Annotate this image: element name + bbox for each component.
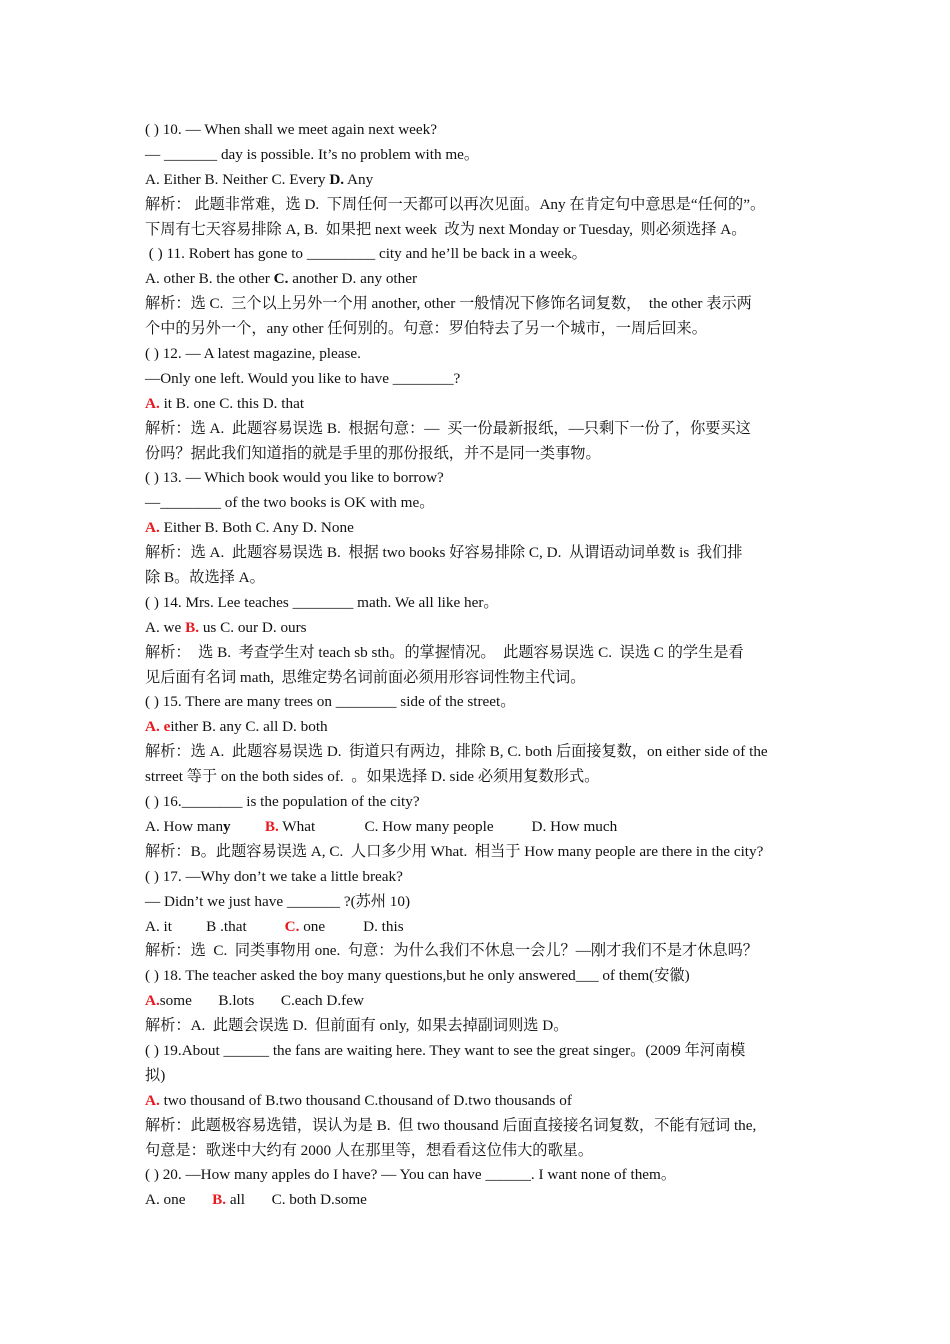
answer-marker: A.: [145, 718, 160, 736]
text-run: A. other B. the other: [145, 270, 274, 288]
text-run: 拟): [145, 1066, 166, 1084]
bold-marker: D.: [329, 170, 345, 188]
text-run: all C. both D.some: [226, 1191, 367, 1209]
text-line: [145, 840, 813, 865]
text-line: [145, 466, 813, 491]
text-run: A. we: [145, 618, 186, 636]
text-line: [145, 417, 813, 442]
answer-marker: A.: [145, 1091, 160, 1109]
text-run: it B. one C. this D. that: [159, 394, 305, 412]
text-run: 句意是：歌迷中大约有 2000 人在那里等，想看看这位伟大的歌星。: [145, 1141, 594, 1159]
text-run: one D. this: [299, 917, 404, 935]
text-line: [145, 442, 813, 467]
text-line: [145, 865, 813, 890]
answer-marker: e: [163, 718, 171, 736]
text-line: [145, 292, 813, 317]
text-run: another D. any other: [288, 270, 418, 288]
text-run: 解析：A. 此题会误选 D. 但前面有 only, 如果去掉副词则选 D。: [145, 1017, 569, 1035]
text-run: strreet 等于 on the both sides of. 。如果选择 D. side 必须用复数形式。: [145, 768, 600, 786]
text-line: [145, 342, 813, 367]
answer-marker: A.: [145, 394, 160, 412]
text-run: ( ) 16.________ is the population of the city?: [145, 793, 420, 811]
text-line: [145, 267, 813, 292]
answer-marker: B.: [264, 817, 279, 835]
text-line: [145, 915, 813, 940]
text-run: A. How man: [145, 817, 224, 835]
text-run: ( ) 13. — Which book would you like to borrow?: [145, 469, 444, 487]
text-line: [145, 1089, 813, 1114]
text-line: [145, 989, 813, 1014]
text-line: [145, 1064, 813, 1089]
text-line: [145, 392, 813, 417]
text-line: [145, 790, 813, 815]
text-run: 解析：选 A. 此题容易误选 B. 根据 two books 好容易排除 C, D. 从谓语动词单数 is 我们排: [145, 544, 743, 562]
text-run: ( ) 12. — A latest magazine, please.: [145, 345, 361, 363]
text-line: [145, 964, 813, 989]
document-page: [145, 118, 813, 1213]
text-run: 份吗？据此我们知道指的就是手里的那份报纸，并不是同一类事物。: [145, 444, 601, 462]
text-run: [231, 818, 265, 835]
text-line: [145, 740, 813, 765]
text-line: [145, 1188, 813, 1213]
text-run: — _______ day is possible. It’s no problem with me。: [145, 145, 480, 163]
text-run: What C. How many people D. How much: [278, 817, 618, 835]
text-run: 解析：此题极容易选错，误认为是 B. 但 two thousand 后面直接接名词复数，不能有冠词 the,: [145, 1116, 757, 1134]
text-line: [145, 1014, 813, 1039]
answer-marker: B.: [185, 618, 200, 636]
answer-marker: A.: [145, 992, 160, 1010]
text-line: [145, 690, 813, 715]
text-line: [145, 815, 813, 840]
text-line: [145, 317, 813, 342]
text-line: [145, 641, 813, 666]
text-run: ( ) 19.About ______ the fans are waiting here. They want to see the great singer。(2009 年河南模: [145, 1041, 746, 1059]
text-line: [145, 1114, 813, 1139]
bold-marker: C.: [273, 270, 289, 288]
bold-marker: y: [223, 817, 231, 835]
text-run: two thousand of B.two thousand C.thousand of D.two thousands of: [159, 1091, 572, 1109]
text-run: ( ) 10. — When shall we meet again next week?: [145, 121, 437, 138]
text-line: [145, 242, 813, 267]
text-run: ( ) 14. Mrs. Lee teaches ________ math. We all like her。: [145, 593, 499, 611]
text-run: 除 B。故选择 A。: [145, 569, 265, 587]
text-line: [145, 491, 813, 516]
text-line: [145, 1139, 813, 1164]
text-run: —________ of the two books is OK with me。: [145, 494, 435, 512]
text-line: [145, 591, 813, 616]
text-line: [145, 715, 813, 740]
text-line: [145, 367, 813, 392]
text-run: 解析：B。此题容易误选 A, C. 人口多少用 What. 相当于 How many people are there in the city?: [145, 842, 764, 860]
text-run: us C. our D. ours: [199, 618, 307, 636]
text-line: [145, 666, 813, 691]
text-line: [145, 118, 813, 143]
text-run: 下周有七天容易排除 A, B. 如果把 next week 改为 next Monday or Tuesday, 则必须选择 A。: [145, 220, 747, 238]
text-line: [145, 193, 813, 218]
text-line: [145, 143, 813, 168]
text-run: 解析： 选 B. 考查学生对 teach sb sth。的掌握情况。 此题容易误选 C. 误选 C 的学生是看: [145, 643, 744, 661]
text-run: 解析：选 A. 此题容易误选 D. 街道只有两边，排除 B, C. both 后面接复数，on either side of the: [145, 743, 768, 761]
answer-marker: C.: [284, 917, 300, 935]
text-line: [145, 890, 813, 915]
text-run: ( ) 20. —How many apples do I have? — You can have ______. I want none of them。: [145, 1166, 677, 1184]
text-line: [145, 616, 813, 641]
text-line: [145, 516, 813, 541]
answer-marker: A.: [145, 519, 160, 537]
text-run: A. Either B. Neither C. Every: [145, 170, 330, 188]
text-run: ( ) 18. The teacher asked the boy many questions,but he only answered___ of them(安徽): [145, 967, 690, 985]
text-run: ither B. any C. all D. both: [170, 718, 328, 736]
text-run: 解析：选 C. 三个以上另外一个用 another, other 一般情况下修饰名词复数， the other 表示两: [145, 295, 752, 313]
text-run: 解析： 此题非常难，选 D. 下周任何一天都可以再次见面。Any 在肯定句中意思是“任何的”。: [145, 195, 766, 213]
text-run: 个中的另外一个，any other 任何别的。句意：罗伯特去了另一个城市，一周后回来。: [145, 320, 707, 338]
text-line: [145, 1163, 813, 1188]
text-run: 解析：选 A. 此题容易误选 B. 根据句意：— 买一份最新报纸，—只剩下一份了，你要买这: [145, 419, 751, 437]
text-run: 解析：选 C. 同类事物用 one. 句意：为什么我们不休息一会儿？—刚才我们不是才休息吗？: [145, 942, 758, 960]
text-line: [145, 1039, 813, 1064]
text-line: [145, 541, 813, 566]
text-run: — Didn’t we just have _______ ?(苏州 10): [145, 892, 411, 910]
text-run: ( ) 15. There are many trees on ________ side of the street。: [145, 693, 516, 711]
text-run: ( ) 11. Robert has gone to _________ city and he’ll be back in a week。: [145, 245, 587, 263]
text-line: [145, 765, 813, 790]
text-line: [145, 218, 813, 243]
text-run: A. one: [145, 1191, 213, 1209]
text-run: some B.lots C.each D.few: [159, 992, 364, 1010]
text-run: Either B. Both C. Any D. None: [159, 519, 354, 537]
answer-marker: B.: [212, 1191, 227, 1209]
text-line: [145, 566, 813, 591]
text-run: 见后面有名词 math, 思维定势名词前面必须用形容词性物主代词。: [145, 668, 586, 686]
text-run: A. it B .that: [145, 917, 285, 935]
text-line: [145, 168, 813, 193]
text-run: —Only one left. Would you like to have ________?: [145, 369, 461, 387]
text-run: Any: [344, 170, 374, 188]
text-line: [145, 939, 813, 964]
text-run: ( ) 17. —Why don’t we take a little break?: [145, 867, 403, 885]
